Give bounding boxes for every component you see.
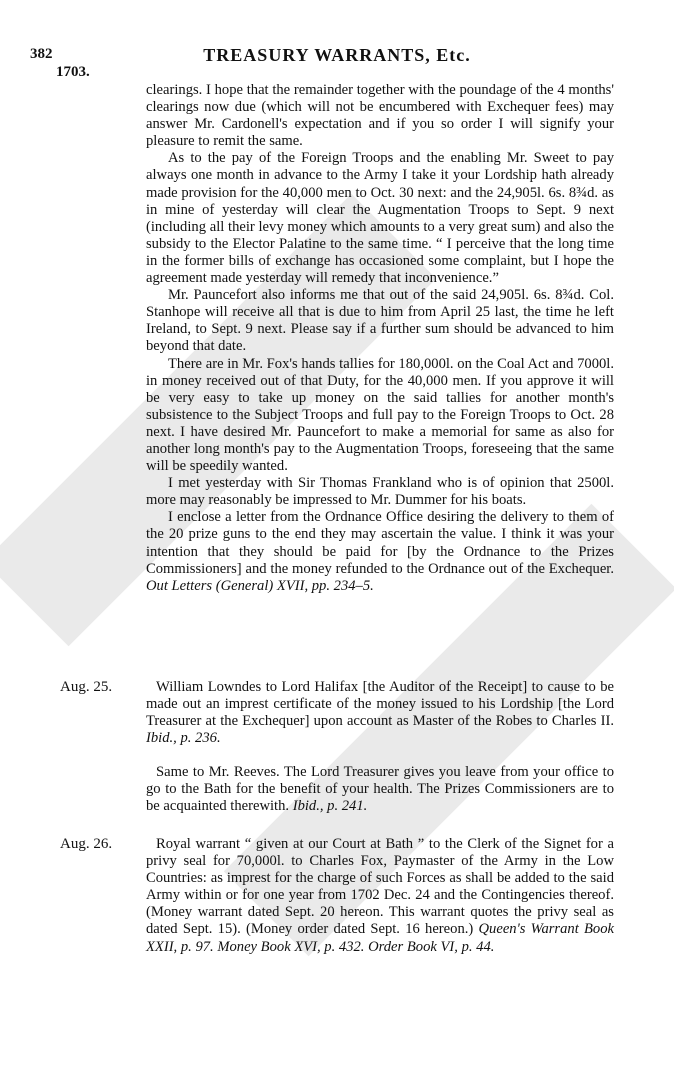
source-reference: Ibid., p. 236. [146,730,221,747]
entry: William Lowndes to Lord Halifax [the Auditor of the Receipt] to cause to be made out an imprest certificate of the money issued to his Lordship [the Lord Treasurer at the Exchequer] upon account as Master of the Robes to Charles II. Ibid., p. 236. [146,679,614,747]
paragraph: There are in Mr. Fox's hands tallies for 180,000l. on the Coal Act and 7000l. in money received out of that Duty, for the 40,000 men. If you approve it will be very easy to take up money on the said tallies for another month's subsistence to the Subject Troops and full pay to the Foreign Troops to Oct. 28 next. I have desired Mr. Pauncefort to make a memorial for same as also for another long month's pay to the Augmentation Troops, foreseeing that the same will be speedily wanted. [146,355,614,475]
paragraph: I enclose a letter from the Ordnance Office desiring the delivery to them of the 20 prize guns to the end they may ascertain the value. I think it was your intention that they should be paid for [by the Ordnance to the Prizes Commissioners] and the money refunded to the Ordnance out of the Exchequer. Out Letters (General) XVII, pp. 234–5. [146,509,614,594]
source-reference: Queen's Warrant Book XXII, p. 97. Money Book XVI, p. 432. Order Book VI, p. 44. [146,921,614,955]
entry: Same to Mr. Reeves. The Lord Treasurer gives you leave from your office to go to the Bath for the benefit of your health. The Prizes Commissioners are to be acquainted therewith. Ibid., p. 241. [146,764,614,815]
entry-date: Aug. 26. [60,836,113,852]
entry-date: Aug. 25. [60,679,113,695]
paragraph: Mr. Pauncefort also informs me that out of the said 24,905l. 6s. 8¾d. Col. Stanhope will receive all that is due to him from April 25 last, the time he left Ireland, to Sept. 9 next. Please say if a further sum should be advanced to him beyond that date. [146,287,614,355]
paragraph: clearings. I hope that the remainder together with the poundage of the 4 months' clearings now due (which will not be encumbered with Exchequer fees) may answer Mr. Cardonell's expectation and if you so order I will signify your pleasure to remit the same. [146,82,614,150]
margin-year: 1703. [56,64,90,80]
running-head: TREASURY WARRANTS, Etc. [203,45,471,65]
letter-body [146,82,614,595]
paragraph: As to the pay of the Foreign Troops and the enabling Mr. Sweet to pay always one month in advance to the Army I take it your Lordship hath already made provision for the 40,000 men to Oct. 30 next: and the 24,905l. 6s. 8¾d. as in mine of yesterday will clear the Augmentation Troops to Sept. 9 next (including all their levy money which amounts to a very great sum) and also the subsidy to the Elector Palatine to the same time. “ I perceive that the long time in the former bills of exchange has occasioned some complaint, but I hope the agreement made yesterday will remedy that inconvenience.” [146,150,614,287]
source-reference: Out Letters (General) XVII, pp. 234–5. [146,577,374,594]
source-reference: Ibid., p. 241. [292,798,368,815]
page-number: 382 [30,46,53,62]
entry: Royal warrant “ given at our Court at Bath ” to the Clerk of the Signet for a privy seal for 70,000l. to Charles Fox, Paymaster of the Army in the Low Countries: as imprest for the charge of such Forces as shall be added to the said Army within or for one year from 1702 Dec. 24 and the Contingencies thereof. (Money warrant dated Sept. 20 hereon. This warrant quotes the privy seal as dated Sept. 15). (Money order dated Sept. 16 hereon.) Queen's Warrant Book XXII, p. 97. Money Book XVI, p. 432. Order Book VI, p. 44. [146,836,614,955]
paragraph: I met yesterday with Sir Thomas Frankland who is of opinion that 2500l. more may reasonably be impressed to Mr. Dummer for his boats. [146,475,614,509]
